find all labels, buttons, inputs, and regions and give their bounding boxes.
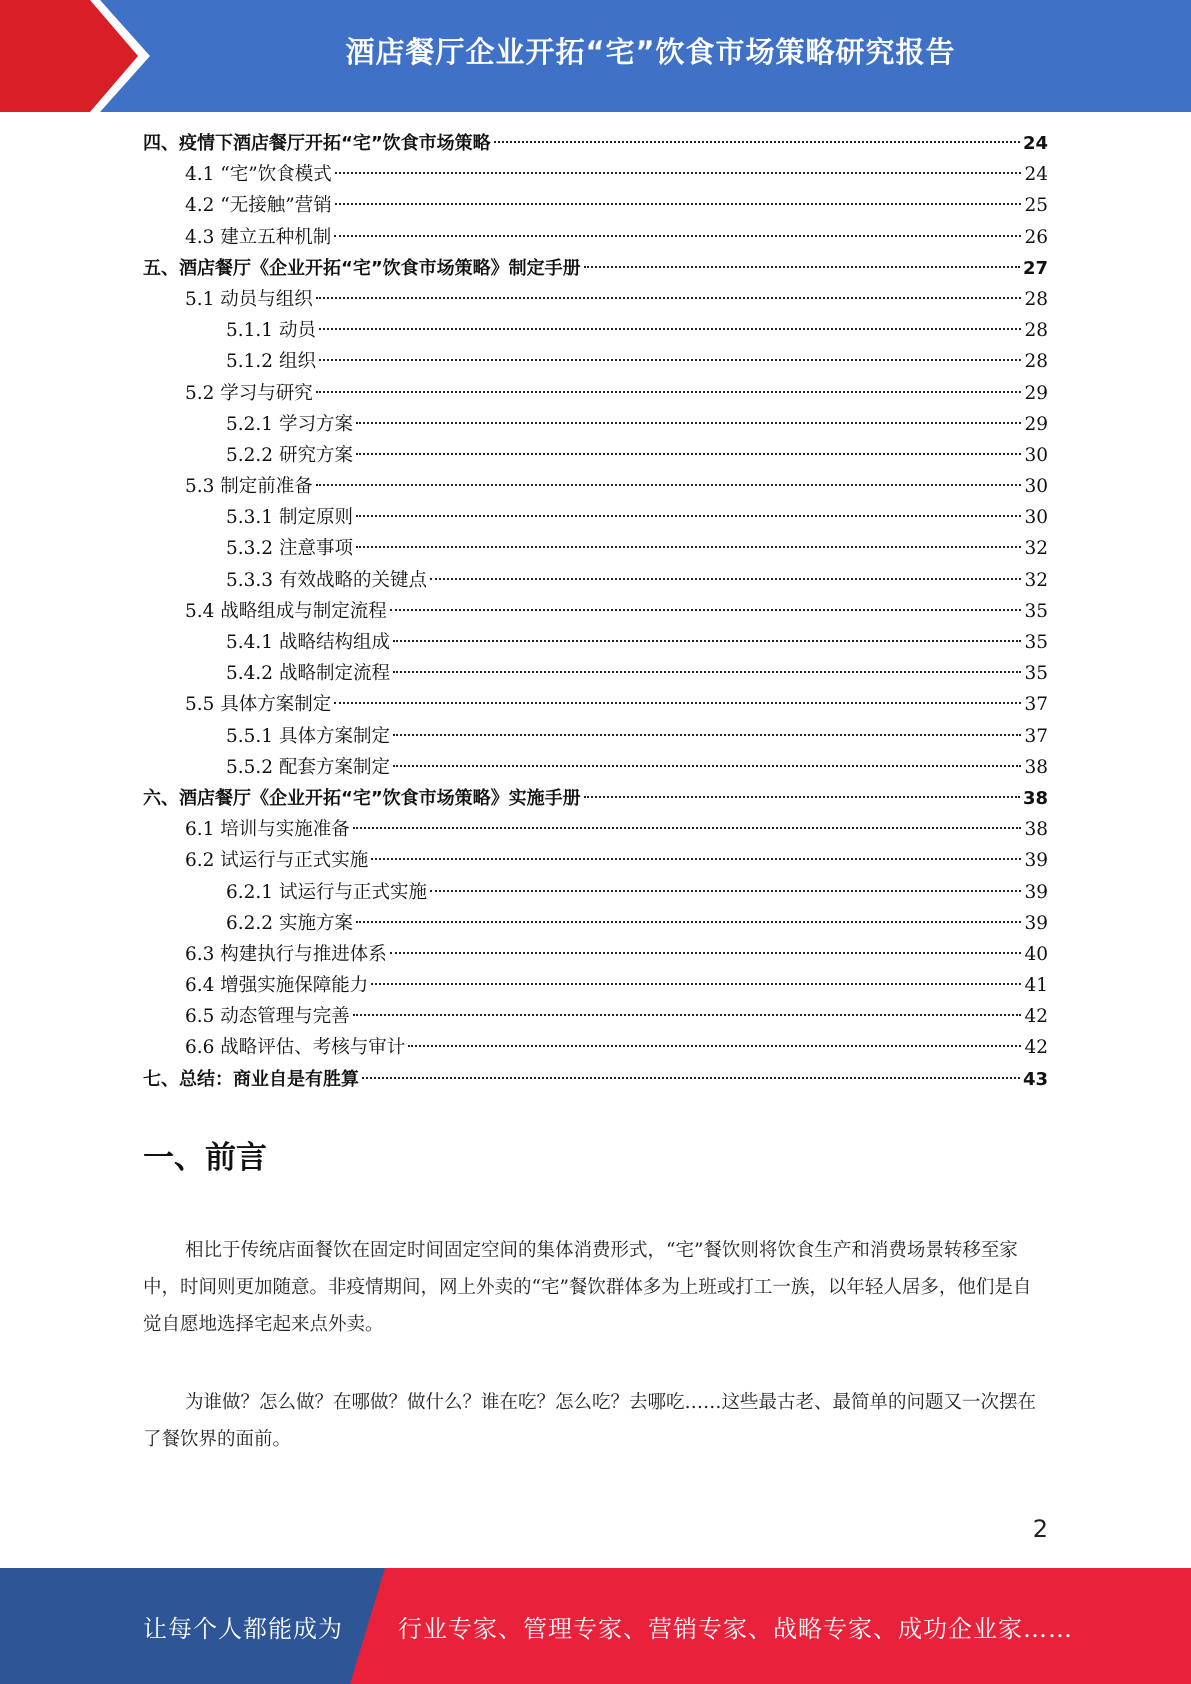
toc-entry-page: 24 xyxy=(1024,164,1048,186)
toc-entry[interactable] xyxy=(143,877,1048,908)
toc-entry[interactable] xyxy=(143,471,1048,502)
toc-entry-label: 6.2.1 试运行与正式实施 xyxy=(226,881,427,903)
toc-entry[interactable] xyxy=(143,596,1048,627)
toc-leader-dots xyxy=(316,391,1022,393)
toc-entry-label: 5.2.2 研究方案 xyxy=(226,444,353,466)
toc-entry-label: 5.5.1 具体方案制定 xyxy=(226,725,390,747)
toc-entry[interactable] xyxy=(143,190,1048,221)
table-of-contents xyxy=(143,128,1048,1095)
toc-entry-page: 30 xyxy=(1024,476,1048,498)
toc-entry-label: 5.1 动员与组织 xyxy=(185,288,313,310)
toc-entry[interactable] xyxy=(143,533,1048,564)
toc-leader-dots xyxy=(334,235,1021,237)
toc-entry-label: 6.4 增强实施保障能力 xyxy=(185,975,369,997)
page-footer xyxy=(0,1568,1191,1684)
toc-leader-dots xyxy=(353,827,1022,829)
toc-entry[interactable] xyxy=(143,689,1048,720)
toc-entry[interactable] xyxy=(143,752,1048,783)
page-number: 2 xyxy=(1032,1515,1048,1543)
toc-entry-page: 35 xyxy=(1024,663,1048,685)
toc-entry-label: 5.1.1 动员 xyxy=(226,320,316,342)
toc-entry[interactable] xyxy=(143,1001,1048,1032)
toc-entry-page: 30 xyxy=(1024,444,1048,466)
toc-entry[interactable] xyxy=(143,658,1048,689)
toc-entry-label: 5.4.1 战略结构组成 xyxy=(226,632,390,653)
header-title: 酒店餐厅企业开拓“宅”饮食市场策略研究报告 xyxy=(345,34,956,69)
toc-entry-label: 5.3.2 注意事项 xyxy=(226,538,353,560)
toc-entry-page: 25 xyxy=(1024,195,1048,217)
footer-slogan-right: 行业专家、管理专家、营销专家、战略专家、成功企业家…… xyxy=(398,1614,1073,1643)
toc-entry[interactable] xyxy=(143,814,1048,845)
toc-leader-dots xyxy=(356,515,1022,517)
toc-entry-label: 4.2 “无接触”营销 xyxy=(185,195,332,217)
toc-entry-label: 5.3 制定前准备 xyxy=(185,476,313,498)
toc-entry-label: 5.3.3 有效战略的关键点 xyxy=(226,569,427,591)
toc-entry[interactable] xyxy=(143,783,1048,814)
toc-entry-page: 43 xyxy=(1022,1068,1048,1090)
toc-entry-page: 32 xyxy=(1024,538,1048,560)
toc-entry-label: 四、疫情下酒店餐厅开拓“宅”饮食市场策略 xyxy=(143,133,491,154)
toc-entry-page: 39 xyxy=(1024,881,1048,903)
toc-leader-dots xyxy=(356,453,1022,455)
toc-leader-dots xyxy=(390,952,1022,954)
toc-entry-label: 五、酒店餐厅《企业开拓“宅”饮食市场策略》制定手册 xyxy=(143,257,581,279)
toc-entry-page: 29 xyxy=(1024,382,1048,404)
toc-leader-dots xyxy=(494,141,1020,143)
toc-entry[interactable] xyxy=(143,440,1048,471)
toc-entry-page: 26 xyxy=(1024,226,1048,248)
toc-entry-label: 4.1 “宅”饮食模式 xyxy=(185,164,332,186)
toc-entry[interactable] xyxy=(143,845,1048,876)
paragraph-2: 为谁做？怎么做？在哪做？做什么？谁在吃？怎么吃？去哪吃……这些最古老、最简单的问题又一次摆在了餐饮界的面前。 xyxy=(143,1392,1037,1450)
toc-leader-dots xyxy=(334,702,1021,704)
toc-entry[interactable] xyxy=(143,128,1048,159)
toc-entry-label: 6.2 试运行与正式实施 xyxy=(185,850,369,872)
toc-entry-page: 42 xyxy=(1024,1037,1048,1059)
toc-entry-page: 42 xyxy=(1024,1006,1048,1028)
toc-entry[interactable] xyxy=(143,409,1048,440)
toc-entry[interactable] xyxy=(143,1064,1048,1095)
toc-entry-label: 5.4.2 战略制定流程 xyxy=(226,663,390,685)
toc-entry-label: 5.1.2 组织 xyxy=(226,351,316,373)
toc-leader-dots xyxy=(356,546,1022,548)
toc-entry[interactable] xyxy=(143,502,1048,533)
toc-leader-dots xyxy=(316,297,1022,299)
toc-leader-dots xyxy=(353,1014,1022,1016)
toc-entry-page: 32 xyxy=(1024,569,1048,591)
toc-leader-dots xyxy=(584,796,1020,798)
toc-entry-page: 39 xyxy=(1024,912,1048,934)
toc-entry-page: 40 xyxy=(1024,943,1048,965)
toc-entry-label: 6.3 构建执行与推进体系 xyxy=(185,943,387,965)
toc-leader-dots xyxy=(319,359,1022,361)
toc-leader-dots xyxy=(335,203,1022,205)
toc-entry-page: 29 xyxy=(1024,413,1048,435)
paragraph-1: 相比于传统店面餐饮在固定时间固定空间的集体消费形式，“宅”餐饮则将饮食生产和消费场景转移至家中，时间则更加随意。非疫情期间，网上外卖的“宅”餐饮群体多为上班或打工一族，以年轻人居多，他们是自觉自愿地选择宅起来点外卖。 xyxy=(143,1240,1032,1335)
toc-leader-dots xyxy=(362,1077,1020,1079)
toc-entry-page: 28 xyxy=(1024,288,1048,310)
toc-leader-dots xyxy=(430,890,1021,892)
toc-entry[interactable] xyxy=(143,627,1048,658)
toc-leader-dots xyxy=(371,858,1021,860)
toc-leader-dots xyxy=(319,328,1022,330)
toc-entry-label: 6.1 培训与实施准备 xyxy=(185,819,350,841)
toc-entry[interactable] xyxy=(143,565,1048,596)
toc-leader-dots xyxy=(316,484,1022,486)
toc-entry[interactable] xyxy=(143,939,1048,970)
toc-entry-label: 4.3 建立五种机制 xyxy=(185,226,332,248)
toc-entry[interactable] xyxy=(143,1032,1048,1063)
toc-entry-page: 35 xyxy=(1024,632,1048,653)
toc-leader-dots xyxy=(393,734,1021,736)
footer-slogan-left: 让每个人都能成为 xyxy=(143,1614,343,1643)
header-red-arrow-decoration xyxy=(0,0,150,112)
toc-entry[interactable] xyxy=(143,908,1048,939)
toc-entry-label: 5.2.1 学习方案 xyxy=(226,413,353,435)
toc-entry-page: 35 xyxy=(1024,600,1048,622)
section-heading: 一、前言 xyxy=(143,1140,267,1176)
toc-entry[interactable] xyxy=(143,378,1048,409)
toc-entry-label: 七、总结：商业自是有胜算 xyxy=(143,1068,359,1090)
toc-entry-page: 38 xyxy=(1024,819,1048,841)
toc-entry-page: 37 xyxy=(1024,725,1048,747)
toc-entry[interactable] xyxy=(143,284,1048,315)
toc-entry-page: 41 xyxy=(1024,975,1048,997)
toc-entry-label: 5.4 战略组成与制定流程 xyxy=(185,600,387,622)
toc-leader-dots xyxy=(356,921,1022,923)
toc-entry-page: 38 xyxy=(1024,756,1048,778)
toc-entry-page: 28 xyxy=(1024,351,1048,373)
toc-leader-dots xyxy=(356,422,1022,424)
toc-leader-dots xyxy=(393,640,1021,642)
toc-entry[interactable] xyxy=(143,253,1048,284)
toc-leader-dots xyxy=(584,266,1020,268)
toc-entry-label: 5.5 具体方案制定 xyxy=(185,694,332,716)
toc-entry-label: 5.2 学习与研究 xyxy=(185,382,313,404)
toc-entry-page: 39 xyxy=(1024,850,1048,872)
toc-entry[interactable] xyxy=(143,346,1048,377)
page-header xyxy=(0,0,1191,112)
toc-entry[interactable] xyxy=(143,159,1048,190)
toc-leader-dots xyxy=(393,765,1021,767)
toc-entry-label: 6.6 战略评估、考核与审计 xyxy=(185,1037,406,1059)
toc-entry-page: 27 xyxy=(1022,257,1048,279)
toc-entry-label: 5.5.2 配套方案制定 xyxy=(226,756,390,778)
toc-entry-page: 28 xyxy=(1024,320,1048,342)
toc-entry-page: 38 xyxy=(1022,787,1048,809)
toc-leader-dots xyxy=(335,172,1022,174)
toc-entry-page: 24 xyxy=(1022,133,1048,154)
toc-entry-page: 37 xyxy=(1024,694,1048,716)
toc-entry[interactable] xyxy=(143,721,1048,752)
toc-leader-dots xyxy=(393,671,1021,673)
toc-entry[interactable] xyxy=(143,222,1048,253)
toc-entry[interactable] xyxy=(143,315,1048,346)
toc-leader-dots xyxy=(408,1045,1021,1047)
toc-leader-dots xyxy=(430,578,1021,580)
toc-leader-dots xyxy=(371,983,1021,985)
toc-entry-label: 6.5 动态管理与完善 xyxy=(185,1006,350,1028)
toc-entry[interactable] xyxy=(143,970,1048,1001)
toc-entry-page: 30 xyxy=(1024,507,1048,529)
toc-entry-label: 5.3.1 制定原则 xyxy=(226,507,353,529)
toc-entry-label: 6.2.2 实施方案 xyxy=(226,912,353,934)
toc-leader-dots xyxy=(390,609,1022,611)
toc-entry-label: 六、酒店餐厅《企业开拓“宅”饮食市场策略》实施手册 xyxy=(143,787,581,809)
